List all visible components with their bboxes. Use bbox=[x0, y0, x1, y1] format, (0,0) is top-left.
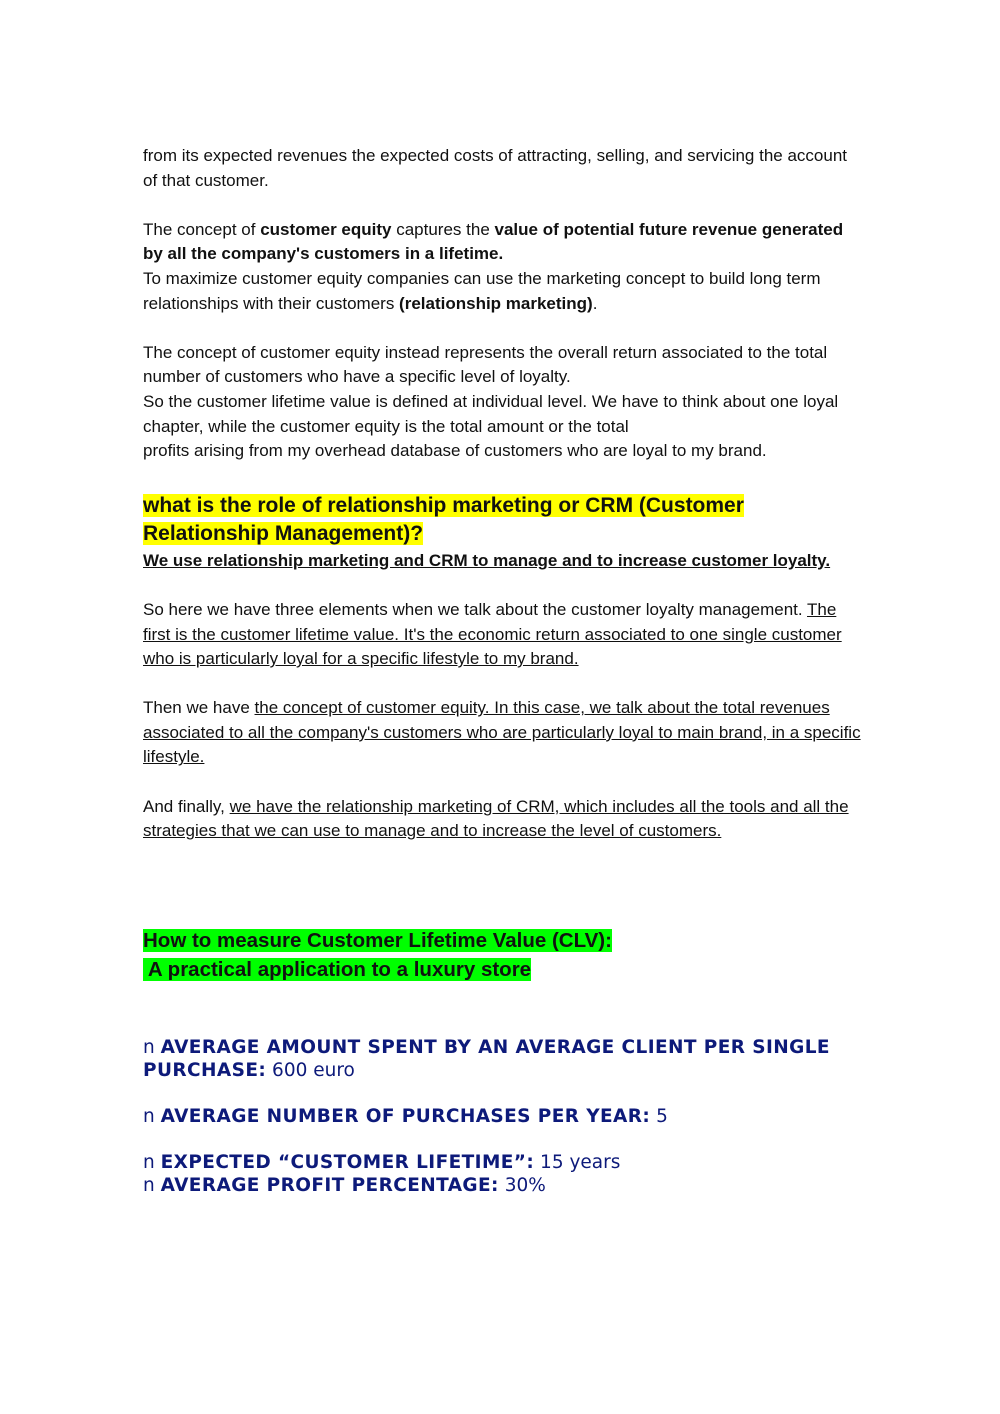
heading-measure-clv-line1: How to measure Customer Lifetime Value (CLV): bbox=[143, 928, 612, 952]
clv-metrics-list bbox=[143, 1036, 863, 1197]
answer-crm-role: We use relationship marketing and CRM to manage and to increase customer loyalty. bbox=[143, 550, 831, 570]
metric-average-amount: n AVERAGE AMOUNT SPENT BY AN AVERAGE CLIENT PER SINGLE PURCHASE: 600 euro bbox=[143, 1036, 830, 1081]
metric-purchases-per-year: n AVERAGE NUMBER OF PURCHASES PER YEAR: 5 bbox=[143, 1105, 668, 1127]
bullet-marker: n bbox=[143, 1151, 155, 1173]
paragraph-customer-equity: Then we have the concept of customer equity. In this case, we talk about the total revenues associated to all the company's customers who are particularly loyal to main brand, in a specific lifestyle. bbox=[143, 698, 861, 767]
metric-profit-percentage: n AVERAGE PROFIT PERCENTAGE: 30% bbox=[143, 1174, 546, 1196]
metric-customer-lifetime: n EXPECTED “CUSTOMER LIFETIME”: 15 years bbox=[143, 1151, 621, 1173]
bullet-marker: n bbox=[143, 1105, 155, 1127]
heading-measure-clv bbox=[143, 926, 863, 984]
paragraph-equity-return: The concept of customer equity instead represents the overall return associated to the total number of customers who have a specific level of loyalty. bbox=[143, 342, 828, 387]
heading-crm-role: what is the role of relationship marketing or CRM (Customer Relationship Management)? bbox=[143, 493, 744, 546]
bullet-marker: n bbox=[143, 1036, 155, 1058]
paragraph-clv-individual: So the customer lifetime value is defined at individual level. We have to think about one loyal chapter, while the customer equity is the total amount or the total bbox=[143, 391, 839, 436]
heading-measure-clv-line2: A practical application to a luxury store bbox=[143, 957, 532, 981]
paragraph-three-elements: So here we have three elements when we talk about the customer loyalty management. The first is the customer lifetime value. It's the economic return associated to one single customer who is particularly loyal for a specific lifestyle to my brand. bbox=[143, 599, 842, 669]
paragraph-maximize-equity: To maximize customer equity companies can use the marketing concept to build long term relationships with their customers (relationship marketing). bbox=[143, 268, 821, 313]
bullet-marker: n bbox=[143, 1174, 155, 1196]
document-page bbox=[143, 144, 863, 1197]
paragraph-expected-revenues: from its expected revenues the expected costs of attracting, selling, and servicing the account of that customer. bbox=[143, 146, 847, 190]
paragraph-profits-database: profits arising from my overhead database of customers who are loyal to my brand. bbox=[143, 441, 767, 461]
paragraph-customer-equity-definition: The concept of customer equity captures the value of potential future revenue generated by all the company's customers in a lifetime. bbox=[143, 219, 844, 264]
paragraph-relationship-marketing: And finally, we have the relationship marketing of CRM, which includes all the tools and all the strategies that we can use to manage and to increase the level of customers. bbox=[143, 796, 849, 841]
